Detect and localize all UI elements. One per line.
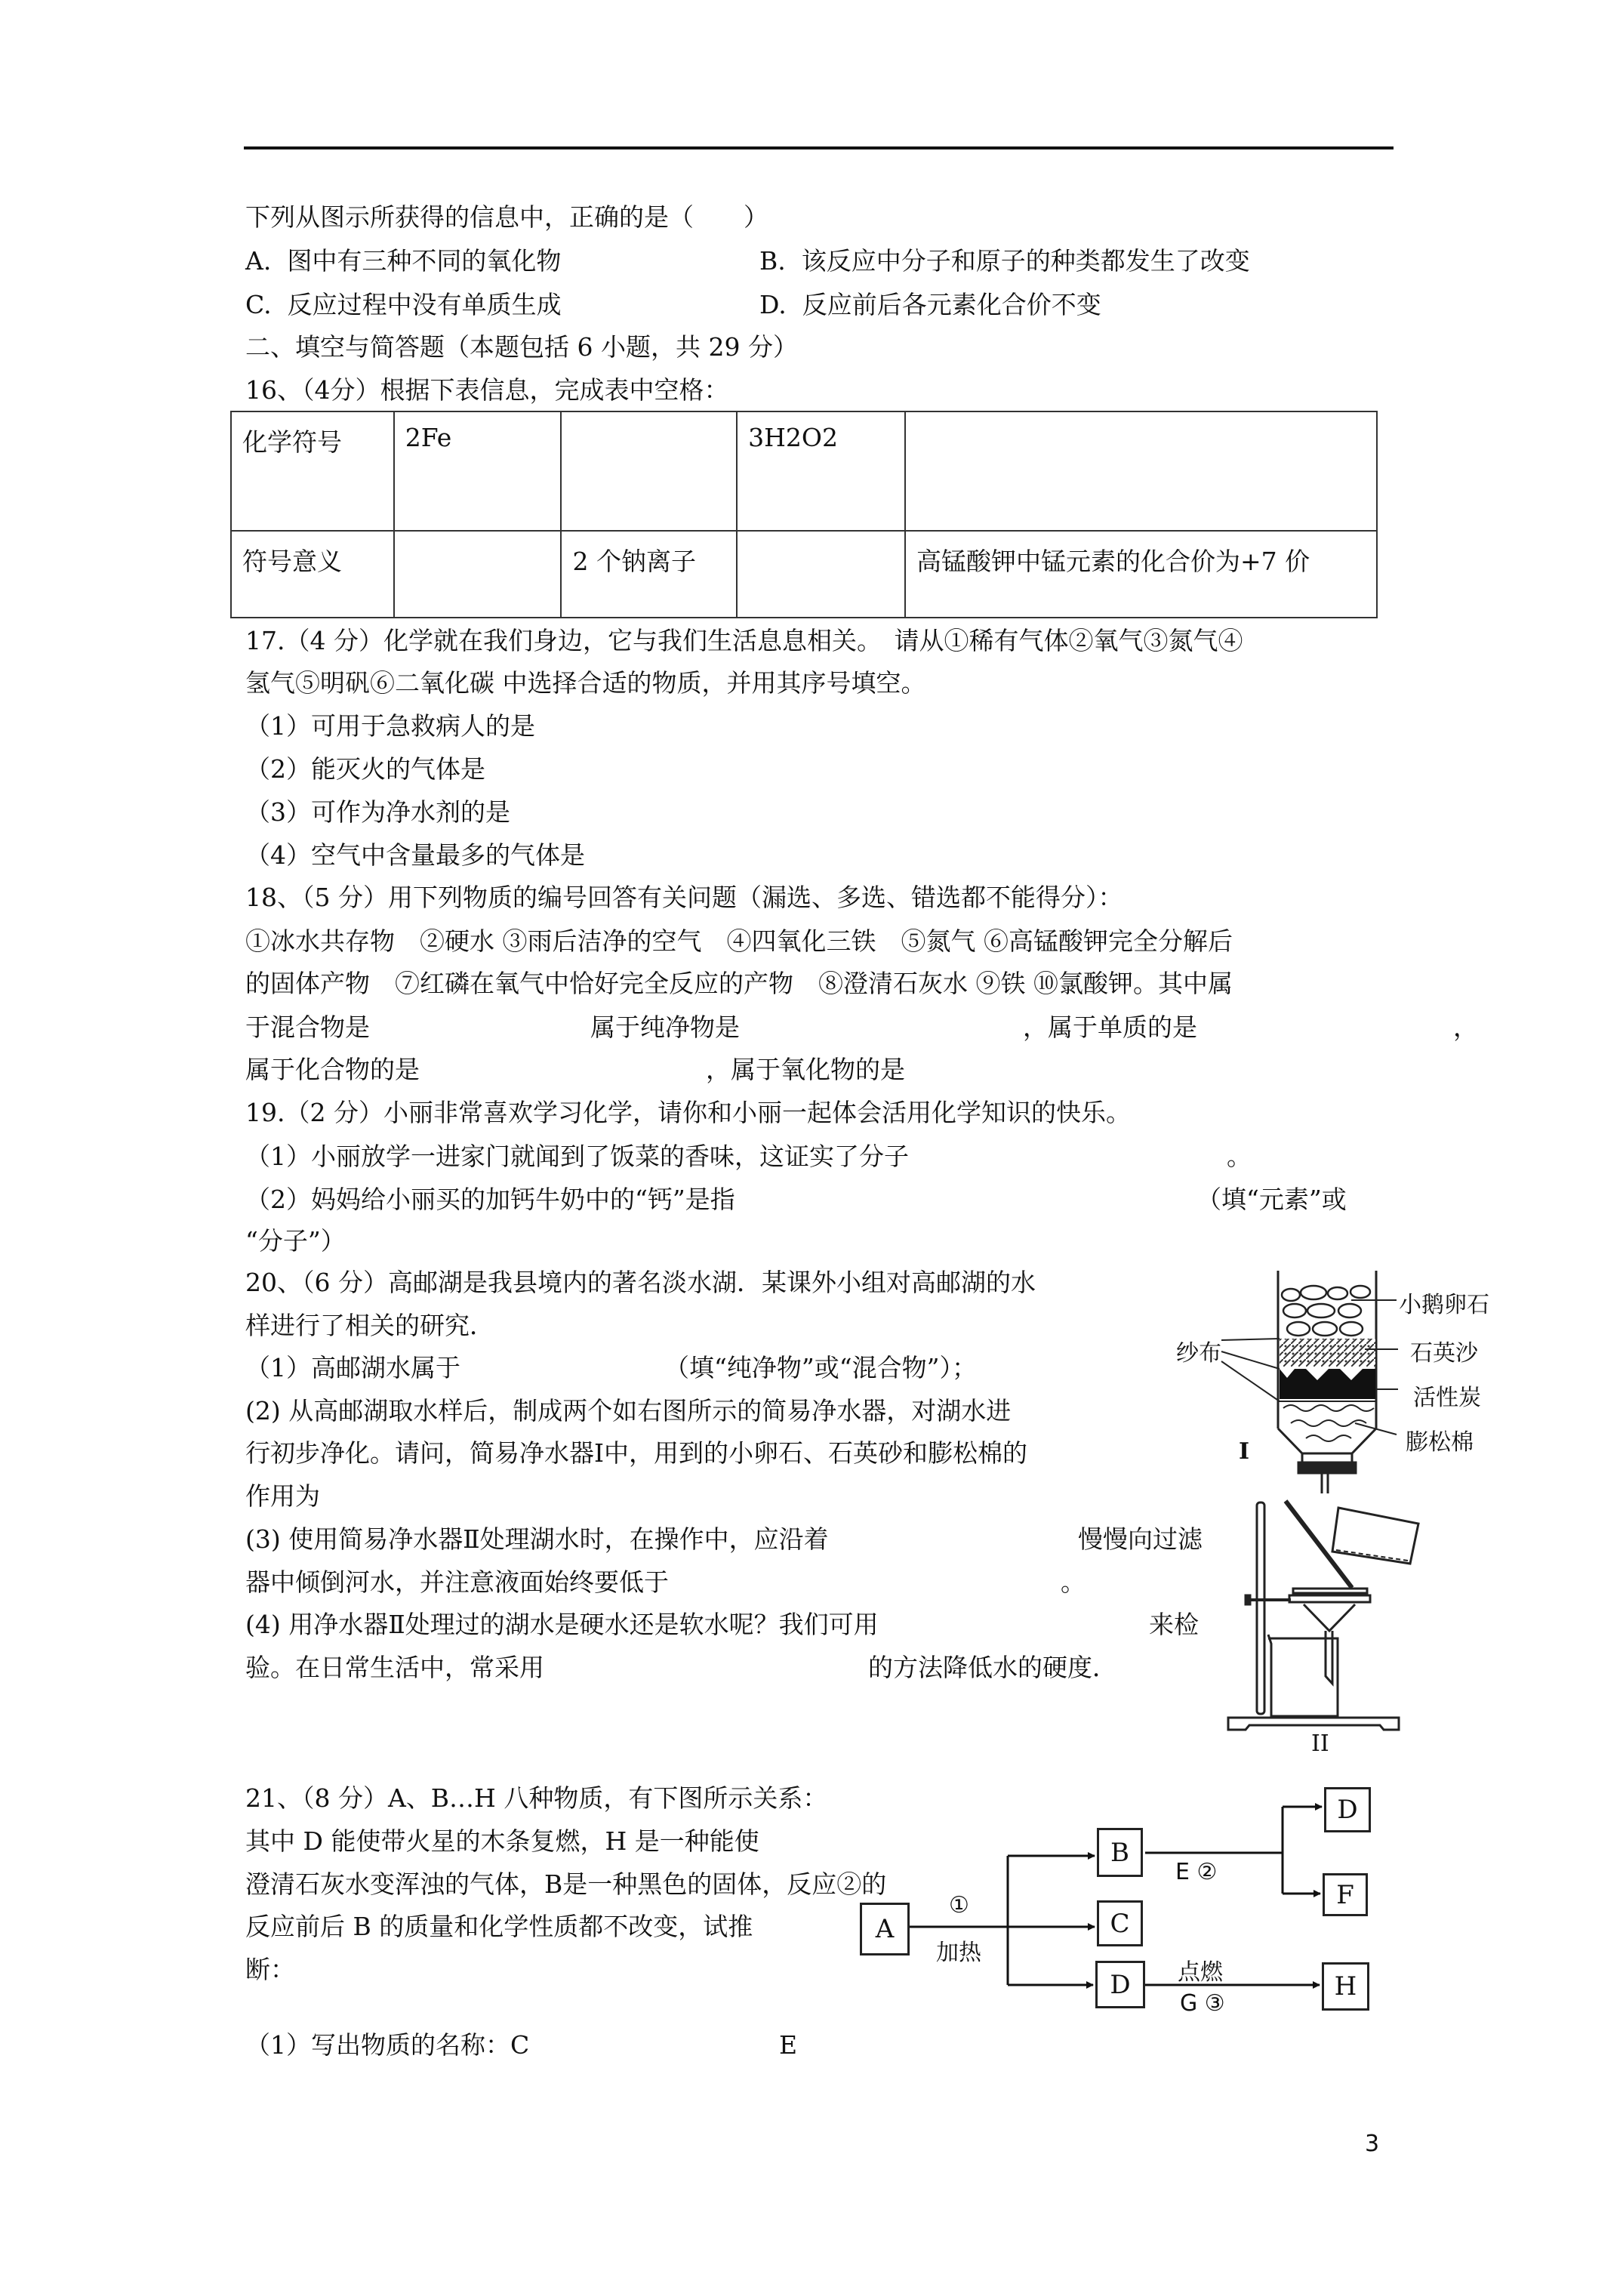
q17-stem-line2: 氢气⑤明矾⑥二氧化碳 中选择合适的物质，并用其序号填空。 [245, 668, 926, 698]
q16-stem: 16、（4分）根据下表信息，完成表中空格： [245, 375, 729, 405]
node-d-2: D [1324, 1787, 1371, 1832]
q20-item2-line2: 行初步净化。请问，简易净水器Ⅰ中，用到的小卵石、石英砂和膨松棉的 [245, 1438, 1028, 1468]
q20-item4-label: (4) 用净水器Ⅱ处理过的湖水是硬水还是软水呢？我们可用 [245, 1610, 879, 1639]
q21-line4: 反应前后 B 的质量和化学性质都不改变，试推 [245, 1912, 753, 1941]
q21-line3: 澄清石灰水变浑浊的气体，B是一种黑色的固体，反应②的 [245, 1869, 887, 1899]
option-label: D. [759, 290, 787, 319]
option-text: 反应前后各元素化合价不变 [802, 290, 1101, 319]
q18-element-label: ，属于单质的是 [1023, 1012, 1197, 1042]
q18-oxide-label: ，属于氧化物的是 [706, 1055, 905, 1084]
option-label: A. [245, 246, 272, 276]
q19-item-1: （1）小丽放学一进家门就闻到了饭菜的香味，这证实了分子 [245, 1142, 909, 1171]
node-a: A [860, 1903, 910, 1955]
node-h: H [1322, 1962, 1369, 2011]
label-gauze: 纱布 [1176, 1340, 1221, 1367]
label-quartz-sand: 石英沙 [1410, 1340, 1478, 1367]
node-f: F [1323, 1873, 1368, 1916]
q20-item1-label: （1）高邮湖水属于 [245, 1353, 460, 1382]
leader-gauze-1 [1221, 1339, 1280, 1340]
q19-stem: 19.（2 分）小丽非常喜欢学习化学，请你和小丽一起体会活用化学知识的快乐。 [245, 1098, 1131, 1127]
glass-rod [1286, 1501, 1352, 1588]
q19-item-2-hint: （填“元素”或 [1196, 1185, 1347, 1214]
q18-pure-label: 属于纯净物是 [590, 1012, 740, 1042]
table-cell[interactable]: 2 个钠离子 [561, 531, 737, 618]
row-header: 化学符号 [231, 411, 394, 531]
receiving-beaker [1268, 1635, 1338, 1716]
q21-line5: 断： [245, 1955, 295, 1984]
clamp-screw [1246, 1595, 1250, 1604]
q20-item4-tail: 来检 [1149, 1610, 1199, 1639]
cap [1302, 1453, 1352, 1462]
stand-base [1228, 1718, 1399, 1730]
table-cell[interactable] [394, 531, 562, 618]
option-text: 该反应中分子和原子的种类都发生了改变 [801, 246, 1250, 276]
table-cell[interactable] [737, 531, 905, 618]
q17-item-2: （2）能灭火的气体是 [245, 754, 485, 784]
reaction-2-label: E ② [1175, 1859, 1218, 1885]
q18-comma: ， [1453, 1012, 1478, 1042]
table-row [231, 531, 1377, 618]
q18-line2: ①冰水共存物 ②硬水 ③雨后洁净的空气 ④四氧化三铁 ⑤氮气 ⑥高锰酸钾完全分解后 [245, 926, 1233, 956]
funnel [1304, 1604, 1355, 1631]
node-d: D [1095, 1961, 1145, 2008]
cap-ring [1298, 1462, 1356, 1473]
q15-option-a [245, 246, 561, 276]
q19-item-2: （2）妈妈给小丽买的加钙牛奶中的“钙”是指 [245, 1185, 735, 1214]
q20-item3-line2: 器中倾倒河水，并注意液面始终要低于 [245, 1567, 669, 1597]
reaction-3-condition: 点燃 [1178, 1959, 1223, 1986]
quartz-sand-layer [1280, 1339, 1375, 1367]
q20-item3-tail: 慢慢向过滤 [1078, 1524, 1203, 1554]
label-activated-carbon: 活性炭 [1413, 1385, 1481, 1411]
q21-item1-e: E [779, 2030, 798, 2060]
pebbles-layer [1282, 1286, 1370, 1336]
q17-stem-line1: 17.（4 分）化学就在我们身边，它与我们生活息息相关。 请从①稀有气体②氧气③氮气④ [245, 626, 1243, 655]
q15-option-b [759, 246, 1250, 276]
option-text: 图中有三种不同的氧化物 [287, 246, 562, 276]
option-label: B. [759, 246, 786, 276]
q20-item3-line2-end: 。 [1061, 1567, 1086, 1597]
q21-line2: 其中 D 能使带火星的木条复燃，H 是一种能使 [245, 1826, 759, 1856]
reaction-1-condition: 加热 [936, 1940, 981, 1966]
node-b: B [1097, 1828, 1143, 1877]
q20-item4-line2-tail: 的方法降低水的硬度． [868, 1653, 1117, 1682]
q15-stem: 下列从图示所获得的信息中，正确的是（ ） [245, 202, 768, 232]
q16-table [230, 411, 1378, 618]
activated-carbon-layer [1280, 1369, 1375, 1399]
table-cell[interactable] [561, 411, 737, 531]
label-cotton: 膨松棉 [1406, 1429, 1474, 1456]
q17-item-1: （1）可用于急救病人的是 [245, 711, 535, 741]
q20-line2: 样进行了相关的研究． [245, 1311, 494, 1340]
q18-compound-label: 属于化合物的是 [245, 1055, 420, 1084]
q20-item2-line3: 作用为 [245, 1481, 320, 1511]
q18-line3: 的固体产物 ⑦红磷在氧气中恰好完全反应的产物 ⑧澄清石灰水 ⑨铁 ⑩氯酸钾。其中属 [245, 969, 1233, 998]
q15-option-c [245, 290, 562, 320]
reaction-3-label: G ③ [1180, 1990, 1225, 2017]
header-rule [244, 146, 1394, 149]
table-cell[interactable]: 高锰酸钾中锰元素的化合价为+7 价 [905, 531, 1377, 618]
figure-2-caption: II [1311, 1730, 1329, 1757]
page-number: 3 [1365, 2131, 1380, 2157]
q21-line1: 21、（8 分）A、B…H 八种物质，有下图所示关系： [245, 1783, 828, 1813]
table-row [231, 411, 1377, 531]
reaction-1-number: ① [949, 1892, 969, 1918]
label-pebbles: 小鹅卵石 [1399, 1292, 1489, 1318]
filter-paper-rim [1293, 1589, 1367, 1593]
table-cell[interactable]: 3H2O2 [737, 411, 905, 531]
q20-item1-hint: （填“纯净物”或“混合物”）； [664, 1353, 977, 1382]
ring-support [1289, 1595, 1370, 1602]
q18-stem: 18、（5 分）用下列物质的编号回答有关问题（漏选、多选、错选都不能得分）： [245, 883, 1123, 912]
q20-line1: 20、（6 分）高邮湖是我县境内的著名淡水湖．某课外小组对高邮湖的水 [245, 1268, 1036, 1297]
leader-gauze-3 [1221, 1361, 1280, 1401]
stand-rod [1257, 1502, 1264, 1714]
row-header: 符号意义 [231, 531, 394, 618]
q17-item-3: （3）可作为净水剂的是 [245, 797, 510, 827]
node-c: C [1097, 1900, 1143, 1946]
q19-item-2-hint-cont: “分子”） [245, 1226, 346, 1256]
option-text: 反应过程中没有单质生成 [287, 290, 562, 319]
q18-mixture-label: 于混合物是 [245, 1012, 370, 1042]
table-cell[interactable]: 2Fe [394, 411, 562, 531]
cotton-layer [1283, 1405, 1374, 1411]
section-heading: 二、填空与简答题（本题包括 6 小题，共 29 分） [245, 332, 798, 362]
q20-item2-line1: (2) 从高邮湖取水样后，制成两个如右图所示的简易净水器，对湖水进 [245, 1396, 1012, 1425]
filtration-apparatus-figure-2 [1208, 1499, 1434, 1740]
q15-option-d [759, 290, 1101, 320]
leader-gauze-2 [1221, 1351, 1280, 1369]
option-label: C. [245, 290, 272, 319]
table-cell[interactable] [905, 411, 1377, 531]
figure-1-caption: I [1239, 1438, 1250, 1465]
q20-item4-line2: 验。在日常生活中，常采用 [245, 1653, 544, 1682]
q17-item-4: （4）空气中含量最多的气体是 [245, 840, 585, 870]
q19-item-1-end: 。 [1227, 1142, 1252, 1171]
q20-item3-label: (3) 使用简易净水器Ⅱ处理湖水时，在操作中，应沿着 [245, 1524, 829, 1554]
q21-item1-label: （1）写出物质的名称：C [245, 2030, 530, 2060]
